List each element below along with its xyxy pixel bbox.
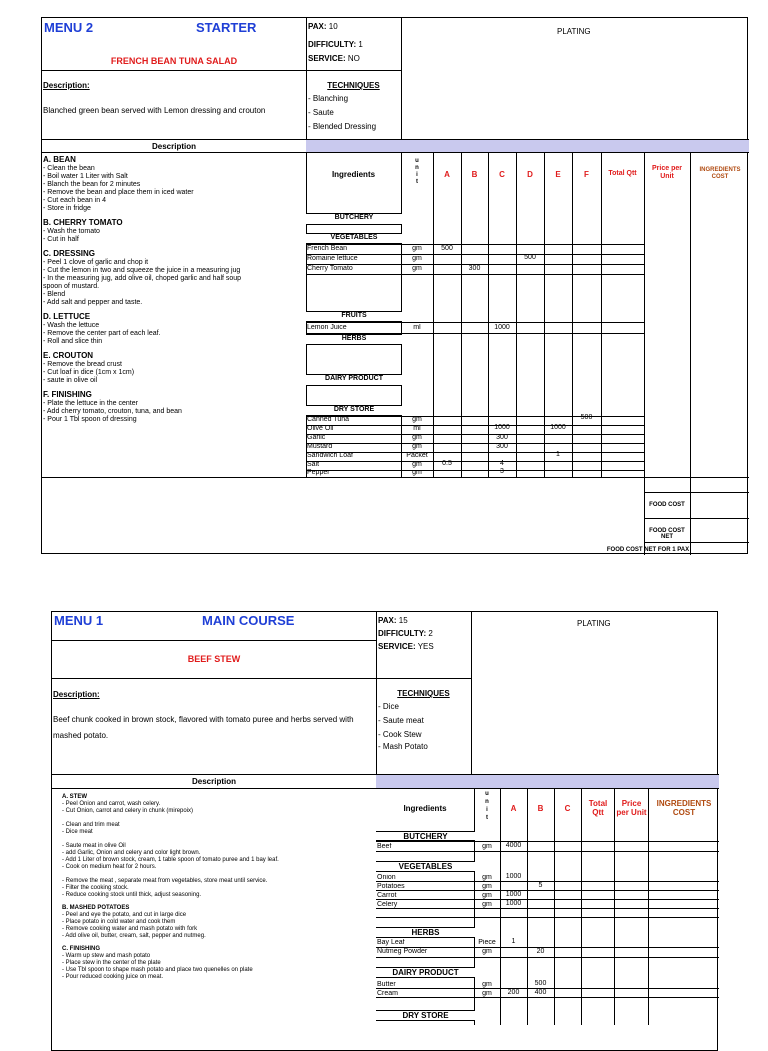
menu2-step-e-body: - Remove the bread crust - Cut loaf in dice (1cm x 1cm) - saute in olive oil	[43, 361, 135, 384]
menu2-fruit-1-c: 1000	[494, 324, 510, 331]
menu1-col-ingredients: Ingredients	[403, 804, 447, 813]
menu2-step-c-title: C. DRESSING	[43, 249, 96, 258]
menu1-dairy-2-a: 200	[507, 989, 520, 996]
menu2-dry-6-a: 0.5	[442, 460, 452, 467]
menu2-veg-row-1: French Bean	[307, 245, 348, 252]
menu2-dry-row-4: Mustard	[307, 443, 333, 450]
menu2-techniques-label: TECHNIQUES	[327, 81, 380, 90]
menu2-col-total: Total Qtt	[608, 170, 637, 177]
menu1-step-a-title: A. STEW	[62, 794, 87, 800]
menu1-plating-label: PLATING	[577, 619, 611, 628]
menu2-dry-6-unit: gm	[412, 461, 422, 468]
menu2-col-c: C	[499, 170, 505, 179]
menu1-dairy-row-1: Butter	[377, 981, 396, 988]
menu1-col-c: C	[564, 804, 571, 813]
menu2-service: SERVICE: NO	[308, 54, 360, 63]
menu1-service: SERVICE: YES	[378, 642, 434, 651]
menu1-butch-1-unit: gm	[482, 843, 492, 850]
menu1-veg-row-1: Onion	[377, 874, 396, 881]
menu1-steps	[62, 794, 374, 981]
menu2-dry-row-2: Olive Oil	[307, 425, 334, 432]
menu1-menu-label: MENU 1	[54, 613, 104, 628]
menu2-plating-label: PLATING	[557, 27, 591, 36]
menu2-dry-3-c: 300	[496, 434, 508, 441]
menu2-course-label: STARTER	[196, 20, 257, 35]
menu2-steps-header: Description	[42, 139, 306, 153]
menu1-ingredient-table	[376, 789, 719, 1025]
menu2-menu-label: MENU 2	[44, 20, 94, 35]
menu2-dry-5-e: 1	[556, 451, 560, 458]
menu1-herb-row-1: Bay Leaf	[377, 939, 405, 946]
menu2-technique-1: - Blanching	[308, 94, 349, 103]
menu1-dairy-2-b: 400	[534, 989, 547, 996]
menu2-step-d-body: - Wash the lettuce - Remove the center part of each leaf. - Roll and slice thin	[43, 322, 161, 345]
menu2-step-a-title: A. BEAN	[43, 155, 76, 164]
menu1-col-a: A	[510, 804, 517, 813]
menu1-butch-1-a: 4000	[505, 842, 522, 849]
menu2-step-f-title: F. FINISHING	[43, 390, 92, 399]
menu2-dry-2-unit: ml	[413, 425, 421, 432]
menu1-veg-1-a: 1000	[505, 873, 522, 880]
menu1-step-c-body: - Warm up stew and mash potato - Place stew in the center of the plate - Use Tbl spoon to shape mash potato and place two quenelles on plate - Pour reduced cooking juice on meat.	[62, 953, 253, 980]
menu2-dry-1-unit: gm	[412, 416, 422, 423]
menu2-dry-4-unit: gm	[412, 443, 422, 450]
menu1-sheet	[51, 611, 718, 1051]
menu1-dish-name: BEEF STEW	[187, 654, 241, 664]
menu1-veg-row-2: Potatoes	[377, 883, 405, 890]
menu2-col-d: D	[527, 170, 533, 179]
menu2-veg-row-2: Romaine lettuce	[307, 255, 358, 262]
menu2-step-b-body: - Wash the tomato - Cut in half	[43, 228, 100, 243]
menu2-fruit-1-unit: ml	[413, 324, 421, 331]
menu2-dry-6-c: 4	[500, 460, 504, 467]
menu2-dish-name: FRENCH BEAN TUNA SALAD	[110, 56, 238, 66]
menu1-herb-1-a: 1	[511, 938, 516, 945]
menu2-step-c-body: - Peel 1 clove of garlic and chop it - Cut the lemon in two and squeeze the juice in a measuring jug - In the measuring jug, add olive oil, choped garlic and half soup spoon of mustard. - Blend - Add salt and pepper and taste.	[43, 259, 242, 306]
menu2-dry-row-5: Sandwich Loaf	[307, 452, 353, 459]
menu2-dry-row-7: Pepper	[307, 469, 330, 476]
menu1-herb-2-b: 20	[536, 948, 545, 955]
menu2-dry-1-f: 500	[580, 414, 593, 421]
menu1-pax: PAX: 15	[378, 616, 408, 625]
menu2-step-f-body: - Plate the lettuce in the center - Add cherry tomato, crouton, tuna, and bean - Pour 1 Tbl spoon of dressing	[43, 400, 182, 423]
menu1-course-label: MAIN COURSE	[202, 613, 295, 628]
menu2-veg-1-a: 500	[441, 245, 453, 252]
menu1-step-a-body: - Peel Onion and carrot, wash celery. - Cut Onion, carrot and celery in chunk (mirepoix) - Clean and trim meat - Dice meat - Saute meat in olive Oil - add Garlic, Onion and celery and color light brown. - Add 1 Liter of brown stock, cream, 1 table spoon of tomato puree and 1 bay leaf. - Cook on medium heat for 2 hours. - Remove the meat , separate meat from vegetables, store meat until service. - Filter the cooking stock. - Reduce cooking stock until thick, adjust seasoning.	[62, 801, 279, 898]
menu1-col-unit: u n i t	[485, 791, 489, 821]
menu2-food-cost-net-pax: FOOD COST NET FOR 1 PAX	[606, 547, 690, 553]
menu2-veg-2-d: 500	[524, 254, 536, 261]
menu2-col-unit: u n i t	[415, 158, 419, 185]
menu1-veg-4-a: 1000	[505, 900, 522, 907]
menu1-step-c-title: C. FINISHING	[62, 946, 101, 952]
menu1-section-butchery: BUTCHERY	[376, 831, 475, 841]
menu2-table-band	[306, 139, 749, 153]
menu1-technique-2: - Saute meat	[378, 716, 424, 725]
menu1-section-vegetables: VEGETABLES	[376, 861, 475, 872]
menu1-veg-row-4: Celery	[377, 901, 398, 908]
menu1-herb-row-2: Nutmeg Powder	[377, 948, 428, 955]
menu2-fruit-row-1: Lemon Juice	[307, 324, 347, 331]
menu2-sheet	[41, 17, 748, 554]
menu2-step-d-title: D. LETTUCE	[43, 312, 91, 321]
menu2-col-a: A	[444, 170, 450, 179]
menu1-herb-1-unit: Piece	[478, 939, 496, 946]
menu1-veg-3-unit: gm	[482, 892, 492, 899]
menu1-veg-2-unit: gm	[482, 883, 492, 890]
menu1-herb-2-unit: gm	[482, 948, 492, 955]
menu2-section-fruits: FRUITS	[306, 311, 402, 322]
menu2-col-ingredients: Ingredients	[331, 170, 376, 179]
menu1-dairy-2-unit: gm	[482, 990, 492, 997]
menu2-col-b: B	[471, 170, 478, 179]
menu2-col-e: E	[555, 170, 561, 179]
menu2-section-dairy: DAIRY PRODUCT	[306, 374, 402, 386]
menu2-dry-row-1: Canned Tuna	[307, 416, 350, 423]
menu2-description: Blanched green bean served with Lemon dressing and crouton	[43, 106, 266, 115]
menu2-veg-3-b: 300	[468, 265, 481, 272]
menu2-dry-row-3: Garlic	[307, 434, 326, 441]
menu2-col-price: Price per Unit	[652, 165, 682, 180]
menu2-difficulty: DIFFICULTY: 1	[308, 40, 363, 49]
menu2-section-herbs: HERBS	[306, 334, 402, 345]
menu2-dry-row-6: Salt	[307, 461, 320, 468]
menu2-step-e-title: E. CROUTON	[43, 351, 94, 360]
menu2-section-vegetables: VEGETABLES	[306, 233, 402, 244]
menu1-table-band	[376, 774, 719, 789]
menu2-section-butchery: BUTCHERY	[306, 213, 402, 225]
menu1-step-b-title: B. MASHED POTATOES	[62, 905, 130, 911]
menu2-technique-2: - Saute	[308, 108, 334, 117]
menu2-col-cost: INGREDIENTS COST	[699, 167, 741, 180]
menu1-step-b-body: - Peel and eye the potato, and cut in large dice - Place potato in cold water and cook them - Remove cooking water and mash potato with fork - Add olive oil, butter, cream, salt, pepper and nutmeg.	[62, 912, 206, 939]
menu1-section-dry: DRY STORE	[376, 1010, 475, 1021]
menu1-steps-header: Description	[52, 774, 376, 789]
menu2-dry-5-unit: Packet	[406, 452, 428, 459]
menu1-description-label: Description:	[53, 690, 100, 699]
menu2-dry-7-unit: gm	[412, 469, 422, 476]
menu2-dry-2-e: 1000	[550, 424, 566, 431]
menu2-step-b-title: B. CHERRY TOMATO	[43, 218, 123, 227]
menu2-veg-1-unit: gm	[412, 245, 422, 252]
menu2-technique-3: - Blended Dressing	[308, 122, 377, 131]
menu1-veg-2-b: 5	[538, 882, 543, 889]
menu1-col-price: Price per Unit	[616, 799, 647, 817]
menu2-veg-3-unit: gm	[412, 265, 422, 272]
menu2-section-dry: DRY STORE	[306, 405, 402, 416]
menu2-food-cost-net: FOOD COST NET	[649, 528, 685, 540]
menu2-veg-2-unit: gm	[412, 255, 422, 262]
menu1-description: Beef chunk cooked in brown stock, flavored with tomato puree and herbs served with mashed potato.	[53, 715, 354, 740]
menu2-dry-3-unit: gm	[412, 434, 422, 441]
menu1-techniques-label: TECHNIQUES	[397, 689, 450, 698]
menu1-veg-row-3: Carrot	[377, 892, 397, 899]
menu2-dry-4-c: 300	[496, 443, 508, 450]
menu1-veg-3-a: 1000	[505, 891, 522, 898]
menu1-technique-3: - Cook Stew	[378, 730, 422, 739]
menu1-section-dairy: DAIRY PRODUCT	[376, 967, 475, 978]
menu2-pax: PAX: 10	[308, 22, 338, 31]
menu2-dry-2-c: 1000	[494, 424, 510, 431]
menu2-ingredient-table	[306, 153, 749, 555]
menu1-veg-4-unit: gm	[482, 901, 492, 908]
menu2-dry-7-c: 3	[500, 468, 504, 475]
menu1-dairy-row-2: Cream	[377, 990, 399, 997]
menu2-food-cost: FOOD COST	[649, 502, 685, 508]
menu1-butch-row-1: Beef	[377, 843, 392, 850]
menu1-col-b: B	[537, 804, 544, 813]
menu2-step-a-body: - Clean the bean - Boil water 1 Liter with Salt - Blanch the bean for 2 minutes - Remove the bean and place them in iced water - Cut each bean in 4 - Store in fridge	[43, 165, 194, 212]
menu1-technique-1: - Dice	[378, 702, 399, 711]
menu1-section-herbs: HERBS	[376, 927, 475, 938]
menu1-dairy-1-unit: gm	[482, 981, 492, 988]
menu2-steps	[43, 156, 305, 424]
menu1-dairy-1-b: 500	[534, 980, 547, 987]
menu2-veg-row-3: Cherry Tomato	[307, 265, 353, 272]
menu2-description-label: Description:	[43, 81, 90, 90]
menu1-col-cost: INGREDIENTS COST	[656, 799, 712, 817]
menu1-veg-1-unit: gm	[482, 874, 492, 881]
menu1-difficulty: DIFFICULTY: 2	[378, 629, 433, 638]
menu1-technique-4: - Mash Potato	[378, 742, 428, 751]
menu1-col-total: Total Qtt	[588, 799, 608, 817]
menu2-col-f: F	[584, 170, 589, 179]
